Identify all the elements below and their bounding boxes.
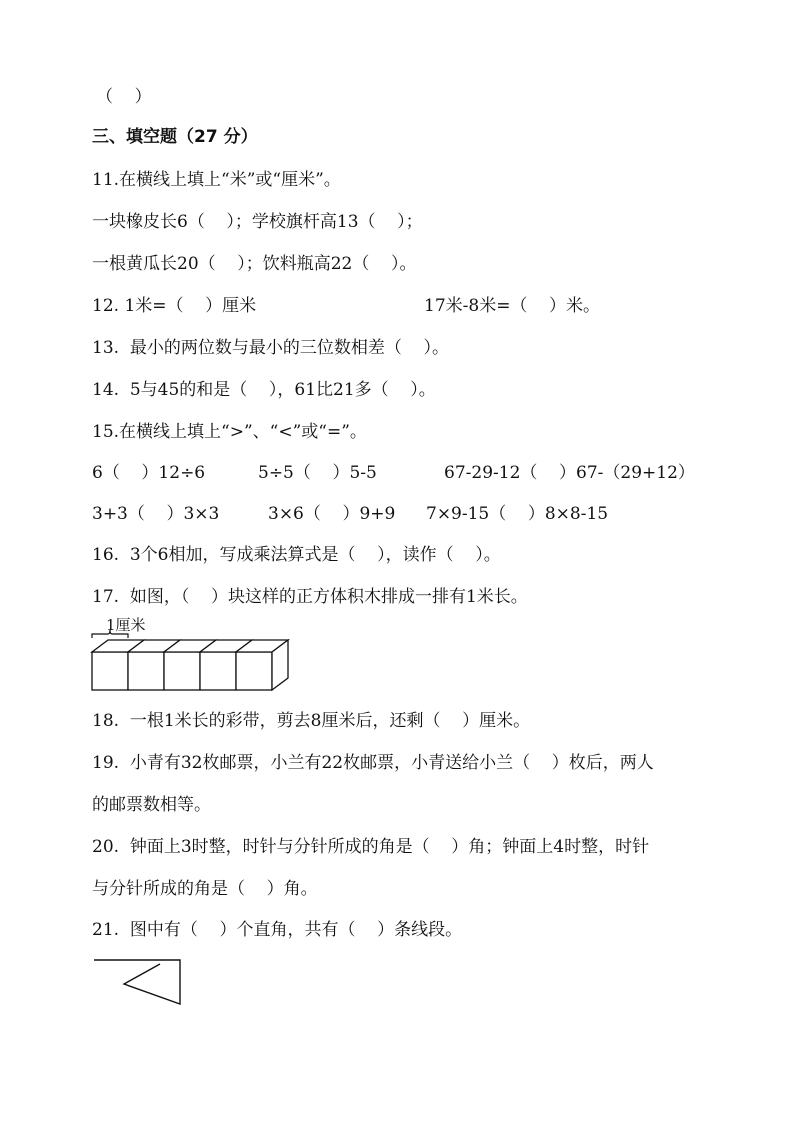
q19-line1: 19. 小青有32枚邮票，小兰有22枚邮票，小青送给小兰（ ）枚后，两人 — [92, 753, 654, 773]
top-answer-paren: （ ） — [96, 87, 152, 107]
q20-line2: 与分针所成的角是（ ）角。 — [92, 879, 318, 899]
q15-row2-item1: 3+3（ ）3×3 — [92, 504, 220, 524]
q15-row1-item1: 6（ ）12÷6 — [92, 463, 206, 483]
q15-row2-item2: 3×6（ ）9+9 — [268, 504, 396, 524]
cube-figure-label: 1厘米 — [106, 616, 146, 634]
angle-shape — [94, 960, 180, 1004]
q21: 21. 图中有（ ）个直角，共有（ ）条线段。 — [92, 920, 463, 940]
q16: 16. 3个6相加，写成乘法算式是（ ），读作（ ）。 — [92, 545, 501, 565]
q14: 14. 5与45的和是（ ），61比21多（ ）。 — [92, 380, 436, 400]
angle-figure — [92, 956, 184, 1008]
q12-left: 12. 1米=（ ）厘米 — [92, 296, 257, 316]
q19-line2: 的邮票数相等。 — [92, 795, 211, 815]
q12-right: 17米-8米=（ ）米。 — [424, 296, 601, 316]
q15-prompt: 15.在横线上填上“>”、“<”或“=”。 — [92, 422, 367, 442]
q15-row2-item3: 7×9-15（ ）8×8-15 — [426, 504, 609, 524]
cube-group — [92, 640, 288, 690]
cube-row-figure — [88, 612, 298, 702]
cube-front — [236, 652, 272, 690]
cube-front — [164, 652, 200, 690]
q15-row1-item2: 5÷5（ ）5-5 — [258, 463, 377, 483]
cube-front — [128, 652, 164, 690]
q11-line1: 一块橡皮长6（ ）；学校旗杆高13（ ）； — [92, 212, 423, 232]
q13: 13. 最小的两位数与最小的三位数相差（ ）。 — [92, 338, 449, 358]
q17-prompt: 17. 如图，（ ）块这样的正方体积木排成一排有1米长。 — [92, 587, 528, 607]
q11-line2: 一根黄瓜长20（ ）；饮料瓶高22（ ）。 — [92, 254, 417, 274]
section-title: 三、填空题（27 分） — [92, 127, 258, 147]
cube-front — [92, 652, 128, 690]
q20-line1: 20. 钟面上3时整，时针与分针所成的角是（ ）角；钟面上4时整，时针 — [92, 837, 650, 857]
q18: 18. 一根1米长的彩带，剪去8厘米后，还剩（ ）厘米。 — [92, 711, 531, 731]
q11-prompt: 11.在横线上填上“米”或“厘米”。 — [92, 170, 341, 190]
q15-row1-item3: 67-29-12（ ）67-（29+12） — [444, 463, 695, 483]
cube-front — [200, 652, 236, 690]
